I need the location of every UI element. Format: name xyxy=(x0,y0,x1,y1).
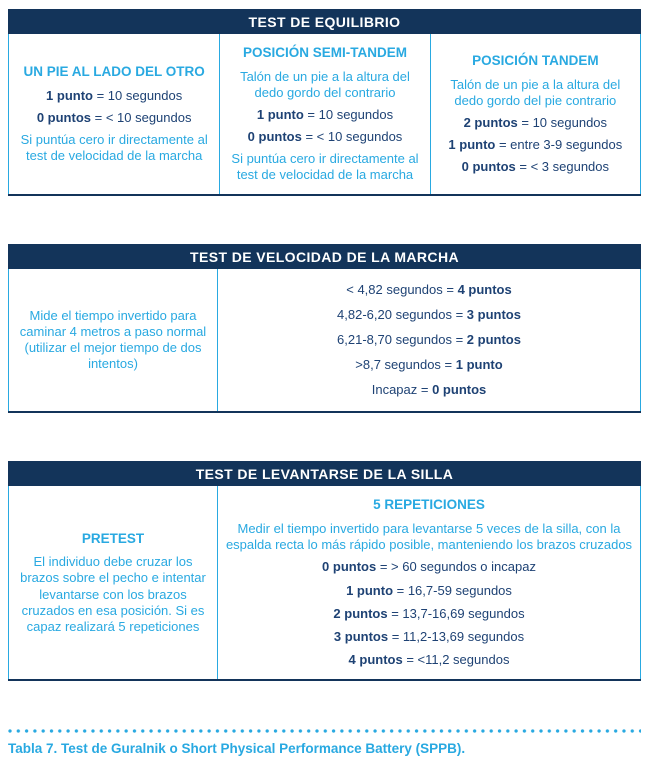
emphasis-text: 1 punto xyxy=(455,357,503,373)
heading-line xyxy=(243,45,407,62)
test-levantarse-silla-body xyxy=(8,486,641,680)
emphasis-text: 1 punto xyxy=(256,106,304,122)
test-de-equilibrio-body xyxy=(8,34,641,194)
plain-text: = entre 3-9 segundos xyxy=(495,137,623,153)
note-line xyxy=(438,77,633,109)
plain-text: Talón de un pie a la altura del dedo gordo del pie contrario xyxy=(450,76,621,108)
test-velocidad-marcha-title: TEST DE VELOCIDAD DE LA MARCHA xyxy=(8,244,641,269)
score-line xyxy=(337,307,521,323)
plain-text: = 11,2-13,69 segundos xyxy=(388,628,525,644)
emphasis-text: 0 puntos xyxy=(36,109,91,125)
emphasis-text: PRETEST xyxy=(81,530,145,546)
note-line xyxy=(16,554,210,635)
plain-text: < 4,82 segundos = xyxy=(346,281,458,297)
note-line xyxy=(16,308,210,372)
emphasis-text: 3 puntos xyxy=(466,307,521,322)
score-line xyxy=(46,88,182,104)
emphasis-text: 4 puntos xyxy=(348,651,403,667)
note-line xyxy=(227,69,422,101)
table-caption: Tabla 7. Test de Guralnik o Short Physical Performance Battery (SPPB). xyxy=(8,741,466,757)
emphasis-text: 0 puntos xyxy=(461,159,516,175)
emphasis-text: UN PIE AL LADO DEL OTRO xyxy=(23,64,205,80)
heading-line xyxy=(472,53,599,70)
plain-text: = <11,2 segundos xyxy=(402,651,510,667)
emphasis-text: 4 puntos xyxy=(457,281,512,297)
test-de-equilibrio-table xyxy=(8,9,641,196)
plain-text: = < 3 segundos xyxy=(515,159,610,175)
plain-text: Si puntúa cero ir directamente al test de velocidad de la marcha xyxy=(231,151,419,183)
plain-text: = 10 segundos xyxy=(303,106,394,122)
note-line xyxy=(227,151,422,183)
score-line xyxy=(334,629,524,645)
note-line xyxy=(225,521,633,553)
plain-text: Medir el tiempo invertido para levantarse 5 veces de la silla, con la espalda recta lo más rápido posible, manteniendo los brazos cruzados xyxy=(225,520,633,552)
score-line xyxy=(37,110,192,126)
column-un-pie-al-lado-del-otro xyxy=(9,34,219,194)
test-levantarse-silla-table xyxy=(8,461,641,682)
emphasis-text: 1 punto xyxy=(448,137,496,153)
plain-text: Si puntúa cero ir directamente al test de velocidad de la marcha xyxy=(20,132,208,164)
column-descripcion-marcha xyxy=(9,269,217,411)
plain-text: = < 10 segundos xyxy=(91,109,192,125)
heading-line xyxy=(24,64,205,81)
plain-text: = 13,7-16,69 segundos xyxy=(387,605,525,621)
emphasis-text: POSICIÓN TANDEM xyxy=(472,53,599,69)
score-line xyxy=(333,606,524,622)
emphasis-text: 0 puntos xyxy=(247,129,302,145)
score-line xyxy=(462,159,609,175)
plain-text: Mide el tiempo invertido para caminar 4 metros a paso normal (utilizar el mejor tiempo de dos intentos) xyxy=(19,307,207,372)
score-line xyxy=(349,652,510,668)
column-pretest xyxy=(9,486,217,680)
plain-text: = > 60 segundos o incapaz xyxy=(376,559,536,575)
score-line xyxy=(448,137,622,153)
emphasis-text: 2 puntos xyxy=(333,605,388,621)
score-line xyxy=(337,332,521,348)
emphasis-text: 2 puntos xyxy=(466,332,521,348)
plain-text: 4,82-6,20 segundos = xyxy=(337,307,467,322)
plain-text: >8,7 segundos = xyxy=(355,357,456,373)
note-line xyxy=(16,132,212,164)
heading-line xyxy=(82,531,144,548)
emphasis-text: 5 REPETICIONES xyxy=(373,496,485,512)
emphasis-text: 1 punto xyxy=(46,87,93,103)
score-line xyxy=(464,115,607,131)
plain-text: = 10 segundos xyxy=(517,115,608,130)
plain-text: El individuo debe cruzar los brazos sobre el pecho e intentar levantarse con los brazos cruzados en esa posición. Si es capaz realizará 5 repeticiones xyxy=(20,554,206,634)
plain-text: = < 10 segundos xyxy=(301,129,403,145)
column-puntuacion-marcha xyxy=(217,269,640,411)
emphasis-text: POSICIÓN SEMI-TANDEM xyxy=(242,45,407,60)
score-line xyxy=(257,107,393,123)
test-levantarse-silla-title: TEST DE LEVANTARSE DE LA SILLA xyxy=(8,461,641,486)
emphasis-text: 3 puntos xyxy=(333,628,389,644)
emphasis-text: 0 puntos xyxy=(432,382,487,398)
column-posicion-tandem xyxy=(430,34,640,194)
plain-text: 6,21-8,70 segundos = xyxy=(337,332,467,348)
test-velocidad-marcha-table xyxy=(8,244,641,413)
plain-text: = 10 segundos xyxy=(92,87,183,103)
plain-text: = 16,7-59 segundos xyxy=(393,582,512,598)
score-line xyxy=(346,282,511,298)
score-line xyxy=(248,129,403,145)
score-line xyxy=(346,583,512,599)
emphasis-text: 2 puntos xyxy=(463,115,518,130)
dotted-separator xyxy=(8,729,641,733)
score-line xyxy=(355,357,502,373)
heading-line xyxy=(373,497,485,514)
emphasis-text: 0 puntos xyxy=(322,559,377,575)
plain-text: Incapaz = xyxy=(371,382,433,398)
plain-text: Talón de un pie a la altura del dedo gordo del contrario xyxy=(240,68,410,100)
test-de-equilibrio-title: TEST DE EQUILIBRIO xyxy=(8,9,641,34)
column-posicion-semi-tandem xyxy=(219,34,429,194)
emphasis-text: 1 punto xyxy=(346,582,394,598)
score-line xyxy=(322,559,536,575)
test-velocidad-marcha-body xyxy=(8,269,641,411)
column-cinco-repeticiones xyxy=(217,486,640,680)
score-line xyxy=(372,382,487,398)
